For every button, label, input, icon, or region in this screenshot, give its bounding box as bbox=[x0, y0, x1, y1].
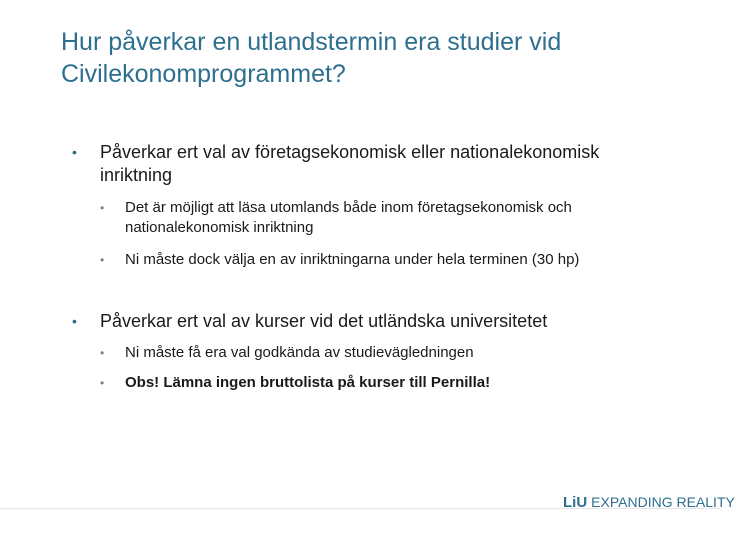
bullet-icon: • bbox=[72, 313, 77, 329]
sub-bullet-icon: • bbox=[100, 253, 105, 267]
sub-bullet-icon: • bbox=[100, 346, 105, 360]
sub-bullet-text: Det är möjligt att läsa utomlands både inom företagsekonomisk och nationalekonomisk inriktning bbox=[125, 199, 572, 236]
logo-tagline: EXPANDING REALITY bbox=[591, 494, 735, 510]
sub-bullet-icon: • bbox=[100, 376, 105, 390]
logo-mark: LiU bbox=[563, 494, 588, 511]
sub-bullet-text: Ni måste dock välja en av inriktningarna under hela terminen (30 hp) bbox=[125, 251, 580, 268]
slide-title: Hur påverkar en utlandstermin era studier vid Civilekonomprogrammet? bbox=[61, 28, 562, 88]
sub-bullet-text: Obs! Lämna ingen bruttolista på kurser till Pernilla! bbox=[125, 374, 491, 391]
bullet-text: Påverkar ert val av företagsekonomisk eller nationalekonomisk inriktning bbox=[100, 142, 600, 185]
bullet-text: Påverkar ert val av kurser vid det utländska universitetet bbox=[100, 311, 548, 331]
sub-bullet-text: Ni måste få era val godkända av studievägledningen bbox=[125, 344, 474, 361]
bullet-icon: • bbox=[72, 144, 77, 160]
liu-logo bbox=[563, 494, 735, 511]
sub-bullet-icon: • bbox=[100, 201, 105, 215]
